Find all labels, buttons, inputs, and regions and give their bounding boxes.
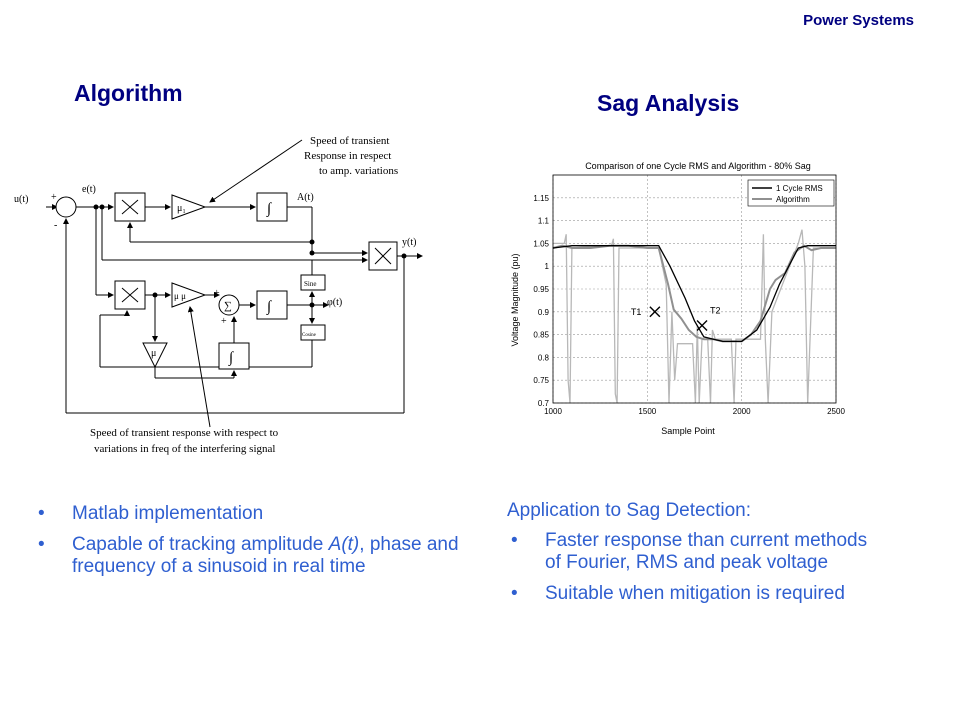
y-tick-label: 0.7	[537, 399, 549, 408]
bullet-matlab: • Matlab implementation	[34, 503, 464, 525]
algorithm-title: Algorithm	[74, 80, 183, 106]
bullet-tracking-text-c: , phase and frequency of a sinusoid in real time	[72, 534, 459, 577]
label-integral-2: ∫	[267, 299, 272, 315]
label-minus-left: -	[54, 220, 58, 231]
label-plus-top: +	[51, 192, 57, 203]
algorithm-block-diagram	[10, 130, 450, 460]
series-line-algorithm	[553, 246, 836, 342]
y-tick-label: 1.1	[537, 216, 549, 226]
x-tick-label: 2000	[732, 407, 751, 416]
annotation-top-line-1: Speed of transient	[310, 135, 390, 147]
y-tick-label: 0.8	[537, 353, 549, 363]
legend-label: Algorithm	[776, 195, 810, 204]
label-amplitude: A(t)	[297, 192, 314, 203]
chart-ylabel: Voltage Magnitude (pu)	[510, 253, 520, 347]
label-error: e(t)	[82, 184, 96, 195]
bullet-tracking	[34, 534, 464, 578]
bullet-tracking-text-a: Capable of tracking amplitude	[72, 534, 329, 555]
label-phase: φ(t)	[327, 297, 343, 308]
y-tick-label: 0.95	[533, 285, 549, 294]
right-bullet-list	[507, 500, 887, 614]
annotation-t1: T1	[630, 306, 642, 317]
annotation-top-line-3: to amp. variations	[319, 165, 399, 177]
label-mu2: μ μ	[174, 291, 186, 301]
annotation-t2: T2	[710, 305, 721, 316]
label-input: u(t)	[14, 194, 29, 205]
y-tick-label: 0.85	[533, 330, 549, 340]
x-tick-label: 1000	[544, 407, 562, 416]
y-tick-label: 1.05	[533, 239, 549, 249]
header-title: Power Systems	[803, 12, 914, 29]
label-plus-sum1: +	[214, 288, 220, 299]
annotation-bottom-line-1: Speed of transient response with respect to	[90, 427, 279, 439]
chart-title: Comparison of one Cycle RMS and Algorithm - 80% Sag	[585, 161, 811, 171]
sag-analysis-title: Sag Analysis	[597, 90, 740, 116]
label-integral-1: ∫	[267, 201, 272, 217]
bullet-mitigation: • Suitable when mitigation is required	[507, 583, 887, 605]
label-cosine: Cosine	[302, 333, 316, 338]
label-sigma: ∑	[224, 300, 232, 312]
label-plus-sum2: +	[221, 316, 227, 327]
annotation-top-line-2: Response in respect	[304, 150, 392, 162]
sag-detection-intro: Application to Sag Detection:	[507, 500, 751, 521]
y-tick-label: 1.15	[533, 193, 549, 203]
x-tick-label: 1500	[638, 407, 657, 416]
label-sine: Sine	[304, 280, 317, 288]
series-line-1-cycle-rms	[553, 246, 836, 342]
bullet-tracking-text-b: A(t)	[328, 534, 360, 555]
x-tick-label: 2500	[827, 407, 845, 416]
legend-label: 1 Cycle RMS	[776, 184, 823, 193]
label-output: y(t)	[402, 237, 417, 248]
y-tick-label: 1	[544, 262, 549, 272]
left-bullet-list	[34, 503, 464, 587]
chart-xlabel: Sample Point	[661, 426, 715, 436]
annotation-bottom-line-2: variations in freq of the interfering signal	[94, 443, 276, 455]
y-tick-label: 0.75	[533, 376, 549, 386]
label-mu1: μ₁	[177, 203, 186, 214]
label-integral-3: ∫	[229, 350, 234, 366]
sag-comparison-chart	[498, 155, 848, 440]
y-tick-label: 0.9	[537, 307, 549, 317]
bullet-faster-response: • Faster response than current methods of Fourier, RMS and peak voltage	[507, 530, 887, 574]
label-mu3: μ	[151, 348, 157, 359]
